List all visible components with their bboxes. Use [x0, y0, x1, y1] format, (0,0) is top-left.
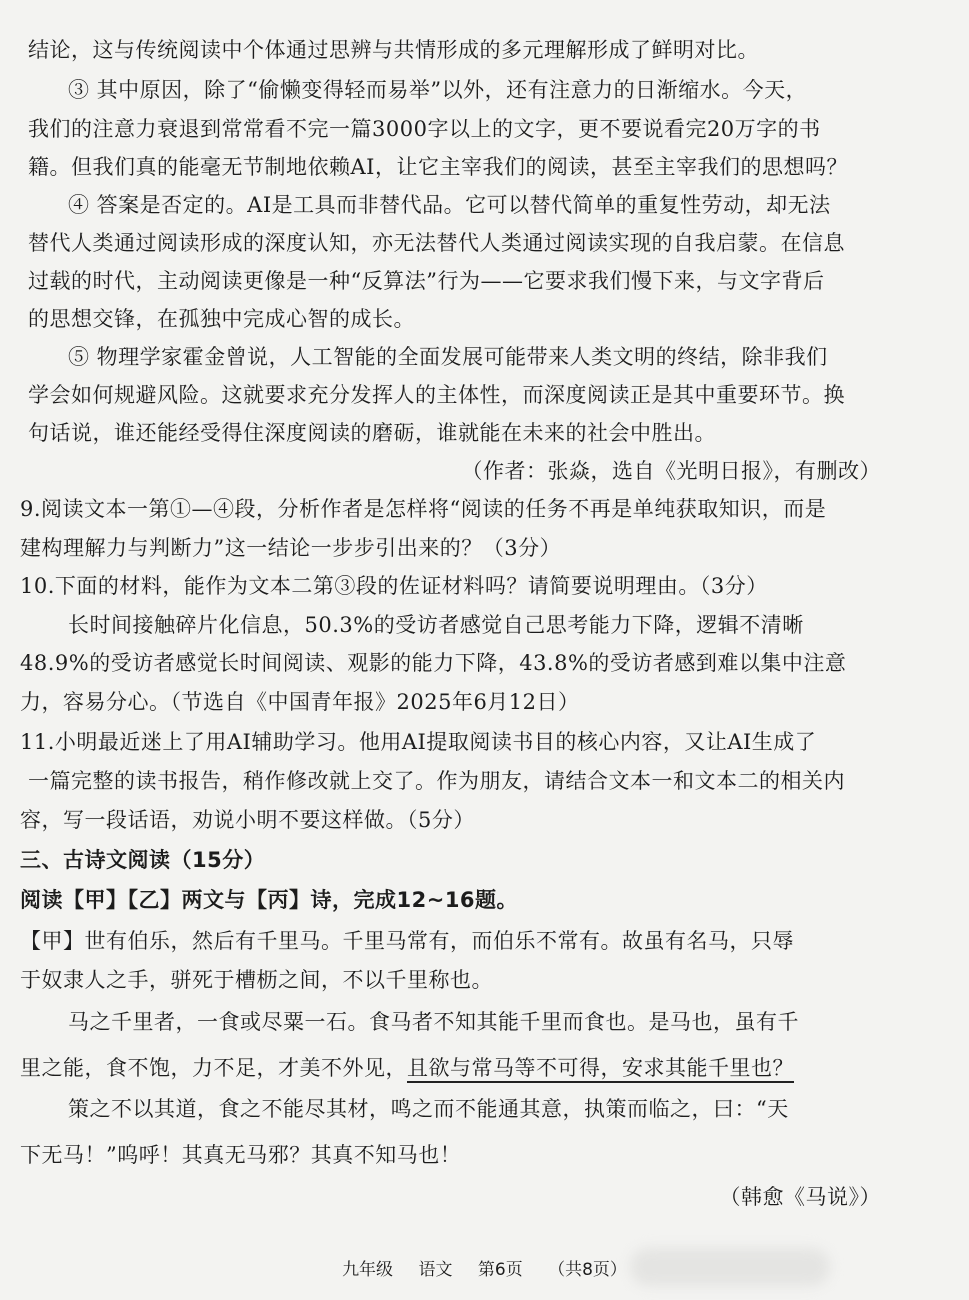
paragraph-4-line: ④ 答案是否定的。AI是工具而非替代品。它可以替代简单的重复性劳动，却无法	[68, 193, 831, 217]
footer-grade: 九年级	[342, 1260, 394, 1280]
question-10-material: 长时间接触碎片化信息，50.3%的受访者感觉自己思考能力下降，逻辑不清晰	[68, 613, 804, 637]
classical-text-line: 马之千里者，一食或尽粟一石。食马者不知其能千里而食也。是马也，虽有千	[68, 1010, 799, 1034]
classical-text-line: 下无马！”呜呼！其真无马邪？其真不知马也！	[20, 1143, 462, 1167]
question-9: 建构理解力与判断力”这一结论一步步引出来的？（3分）	[20, 536, 562, 560]
paragraph-5-line: 学会如何规避风险。这就要求充分发挥人的主体性，而深度阅读正是其中重要环节。换	[28, 383, 845, 407]
paragraph-2-end: 结论，这与传统阅读中个体通过思辨与共情形成的多元理解形成了鲜明对比。	[28, 38, 759, 62]
paragraph-5-line: ⑤ 物理学家霍金曾说，人工智能的全面发展可能带来人类文明的终结，除非我们	[68, 345, 828, 369]
paragraph-3-line: 籍。但我们真的能毫无节制地依赖AI，让它主宰我们的阅读，甚至主宰我们的思想吗？	[28, 155, 848, 179]
classical-text-line: 策之不以其道，食之不能尽其材，鸣之而不能通其意，执策而临之，曰：“天	[68, 1097, 789, 1121]
question-11: 容，写一段话语，劝说小明不要这样做。（5分）	[20, 808, 475, 832]
page-footer	[0, 1255, 969, 1280]
question-10-material: 48.9%的受访者感觉长时间阅读、观影的能力下降，43.8%的受访者感到难以集中注意	[20, 651, 847, 675]
section-heading: 三、古诗文阅读（15分）	[20, 848, 266, 872]
footer-page: 第6页	[477, 1260, 523, 1280]
classical-text-plain: 里之能，食不饱，力不足，才美不外见，	[20, 1056, 407, 1080]
classical-text-line	[20, 1053, 969, 1083]
paragraph-4-line: 替代人类通过阅读形成的深度认知，亦无法替代人类通过阅读实现的自我启蒙。在信息	[28, 231, 845, 255]
attribution: （韩愈《马说》）	[719, 1185, 881, 1209]
question-11: 一篇完整的读书报告，稍作修改就上交了。作为朋友，请结合文本一和文本二的相关内	[28, 769, 845, 793]
question-10: 10.下面的材料，能作为文本二第③段的佐证材料吗？请简要说明理由。（3分）	[20, 574, 768, 598]
paragraph-3-line: ③ 其中原因，除了“偷懒变得轻而易举”以外，还有注意力的日渐缩水。今天，	[68, 78, 808, 102]
paragraph-5-line: 句话说，谁还能经受得住深度阅读的磨砺，谁就能在未来的社会中胜出。	[28, 421, 716, 445]
question-11: 11.小明最近迷上了用AI辅助学习。他用AI提取阅读书目的核心内容，又让AI生成了	[20, 730, 817, 754]
underlined-sentence: 且欲与常马等不可得，安求其能千里也？	[407, 1056, 794, 1083]
paragraph-4-line: 过载的时代，主动阅读更像是一种“反算法”行为——它要求我们慢下来，与文字背后	[28, 269, 825, 293]
question-10-material: 力，容易分心。（节选自《中国青年报》2025年6月12日）	[20, 690, 580, 714]
footer-subject: 语文	[418, 1260, 453, 1280]
classical-text-line: 【甲】世有伯乐，然后有千里马。千里马常有，而伯乐不常有。故虽有名马，只辱	[20, 929, 794, 953]
source-citation: （作者：张焱，选自《光明日报》，有删改）	[461, 459, 881, 483]
footer-total: （共8页）	[548, 1260, 627, 1280]
paragraph-3-line: 我们的注意力衰退到常常看不完一篇3000字以上的文字，更不要说看完20万字的书	[28, 117, 821, 141]
classical-text-line: 于奴隶人之手，骈死于槽枥之间，不以千里称也。	[20, 968, 493, 992]
reading-instruction: 阅读【甲】【乙】两文与【丙】诗，完成12~16题。	[20, 888, 519, 912]
paragraph-4-line: 的思想交锋，在孤独中完成心智的成长。	[28, 307, 415, 331]
question-9: 9.阅读文本一第①—④段，分析作者是怎样将“阅读的任务不再是单纯获取知识，而是	[20, 497, 827, 521]
